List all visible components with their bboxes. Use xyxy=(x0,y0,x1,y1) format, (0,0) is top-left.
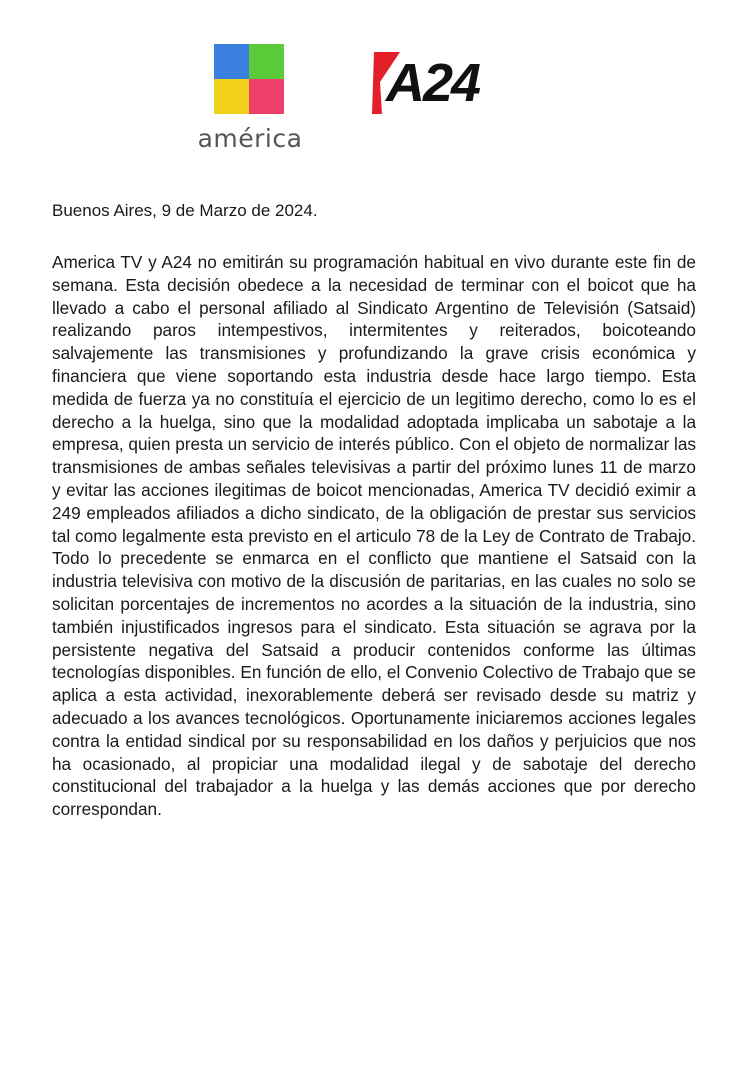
a24-logo-wordmark: A24 xyxy=(386,53,480,113)
america-square-yellow xyxy=(214,79,249,114)
america-logo-wordmark: américa xyxy=(197,124,303,153)
a24-logo xyxy=(370,52,500,116)
america-logo xyxy=(190,40,310,155)
statement-body: America TV y A24 no emitirán su programación habitual en vivo durante este fin de semana. Esta decisión obedece a la necesidad de terminar con el boicot que ha llevado a cabo el personal afiliado al Sindicato Argentino de Televisión (Satsaid) realizando paros intempestivos, intermitentes y reiterados, boicoteando salvajemente las transmisiones y profundizando la grave crisis económica y financiera que viene soportando esta industria desde hace largo tiempo. Esta medida de fuerza ya no constituía el ejercicio de un legitimo derecho, como lo es el derecho a la huelga, sino que la modalidad adoptada implicaba un sabotaje a la empresa, quien presta un servicio de interés público. Con el objeto de normalizar las transmisiones de ambas señales televisivas a partir del próximo lunes 11 de marzo y evitar las acciones ilegitimas de boicot mencionadas, America TV decidió eximir a 249 empleados afiliados a dicho sindicato, de la obligación de prestar sus servicios tal como legalmente esta previsto en el articulo 78 de la Ley de Contrato de Trabajo. Todo lo precedente se enmarca en el conflicto que mantiene el Satsaid con la industria televisiva con motivo de la discusión de paritarias, en las cuales no solo se solicitan porcentajes de incrementos no acordes a la situación de la industria, sino también injustificados ingresos para el sindicato. Esta situación se agrava por la persistente negativa del Satsaid a producir contenidos conforme las últimas tecnologías disponibles. En función de ello, el Convenio Colectivo de Trabajo que se aplica a esta actividad, inexorablemente deberá ser revisado desde su matriz y adecuado a los avances tecnológicos. Oportunamente iniciaremos acciones legales contra la entidad sindical por su responsabilidad en los daños y perjuicios que nos ha ocasionado, al propiciar una modalidad ilegal y de sabotaje del derecho constitucional del trabajador a la huelga y las demás acciones que por derecho correspondan. xyxy=(52,252,696,820)
america-square-green xyxy=(249,44,284,79)
america-square-pink xyxy=(249,79,284,114)
dateline: Buenos Aires, 9 de Marzo de 2024. xyxy=(52,201,318,220)
america-squares-icon xyxy=(214,44,284,114)
america-square-blue xyxy=(214,44,249,79)
